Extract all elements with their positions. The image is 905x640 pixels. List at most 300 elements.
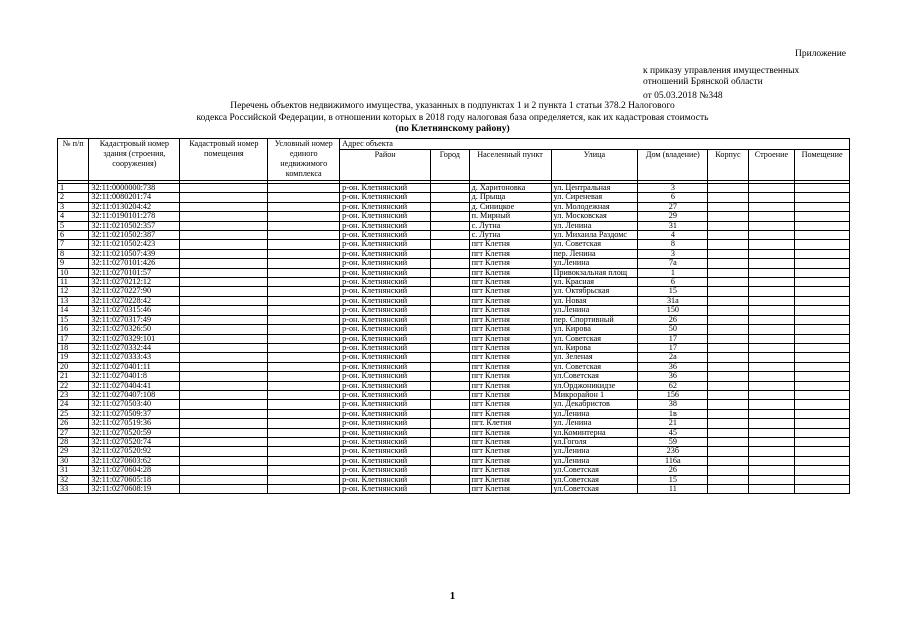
cell-room-cadastral	[180, 268, 268, 277]
cell-house: 6	[638, 193, 708, 202]
cell-street: ул. Сиреневая	[551, 193, 638, 202]
cell-conditional-number	[268, 381, 340, 390]
cell-city	[431, 362, 469, 371]
cell-premises	[795, 278, 850, 287]
table-row	[58, 419, 850, 428]
table-row	[58, 249, 850, 258]
cell-house: 15	[638, 475, 708, 484]
cell-house: 38	[638, 400, 708, 409]
cell-building-part	[748, 419, 795, 428]
cell-settlement: пгт Клетня	[469, 287, 551, 296]
cell-korpus	[708, 212, 748, 221]
cell-room-cadastral	[180, 353, 268, 362]
cell-street: ул. Московская	[551, 212, 638, 221]
table-row	[58, 278, 850, 287]
cell-city	[431, 334, 469, 343]
cell-house: 17	[638, 334, 708, 343]
cell-house: 36	[638, 362, 708, 371]
cell-building-cadastral: 32:11:0130204:42	[89, 202, 180, 211]
property-register-table	[57, 138, 850, 494]
cell-conditional-number	[268, 428, 340, 437]
cell-district: р-он. Клетнянский	[340, 343, 431, 352]
cell-house: 3	[638, 249, 708, 258]
cell-settlement: пгт Клетня	[469, 362, 551, 371]
cell-conditional-number	[268, 485, 340, 494]
cell-room-cadastral	[180, 221, 268, 230]
table-row	[58, 362, 850, 371]
cell-room-cadastral	[180, 184, 268, 193]
cell-city	[431, 437, 469, 446]
cell-premises	[795, 325, 850, 334]
cell-house: 150	[638, 306, 708, 315]
cell-city	[431, 409, 469, 418]
cell-premises	[795, 475, 850, 484]
col-header-street: Улица	[551, 150, 638, 181]
cell-house: 11	[638, 485, 708, 494]
cell-settlement: пгт Клетня	[469, 268, 551, 277]
cell-city	[431, 475, 469, 484]
cell-num: 26	[58, 419, 89, 428]
cell-district: р-он. Клетнянский	[340, 221, 431, 230]
cell-conditional-number	[268, 400, 340, 409]
cell-building-cadastral: 32:11:0270503:40	[89, 400, 180, 409]
cell-room-cadastral	[180, 193, 268, 202]
cell-num: 16	[58, 325, 89, 334]
order-date-number: от 05.03.2018 №348	[643, 91, 723, 101]
cell-building-cadastral: 32:11:0270401:11	[89, 362, 180, 371]
cell-korpus	[708, 296, 748, 305]
cell-room-cadastral	[180, 202, 268, 211]
cell-settlement: пгт Клетня	[469, 343, 551, 352]
table-row	[58, 428, 850, 437]
cell-building-part	[748, 249, 795, 258]
cell-house: 2а	[638, 353, 708, 362]
cell-korpus	[708, 259, 748, 268]
table-row	[58, 325, 850, 334]
cell-korpus	[708, 456, 748, 465]
cell-settlement: пгт Клетня	[469, 315, 551, 324]
col-header-district: Район	[340, 150, 431, 181]
cell-city	[431, 400, 469, 409]
table-row	[58, 485, 850, 494]
cell-korpus	[708, 353, 748, 362]
cell-premises	[795, 390, 850, 399]
cell-premises	[795, 184, 850, 193]
cell-house: 36	[638, 372, 708, 381]
cell-district: р-он. Клетнянский	[340, 315, 431, 324]
cell-building-cadastral: 32:11:0210502:387	[89, 231, 180, 240]
cell-street: пер. Спортивный	[551, 315, 638, 324]
cell-district: р-он. Клетнянский	[340, 419, 431, 428]
cell-conditional-number	[268, 372, 340, 381]
cell-room-cadastral	[180, 362, 268, 371]
cell-room-cadastral	[180, 287, 268, 296]
cell-korpus	[708, 447, 748, 456]
cell-premises	[795, 249, 850, 258]
cell-building-part	[748, 325, 795, 334]
cell-street: ул. Октябрьская	[551, 287, 638, 296]
cell-korpus	[708, 343, 748, 352]
cell-building-cadastral: 32:11:0080201:74	[89, 193, 180, 202]
cell-korpus	[708, 268, 748, 277]
cell-korpus	[708, 334, 748, 343]
cell-district: р-он. Клетнянский	[340, 306, 431, 315]
cell-room-cadastral	[180, 456, 268, 465]
cell-settlement: п. Мирный	[469, 212, 551, 221]
cell-district: р-он. Клетнянский	[340, 372, 431, 381]
cell-premises	[795, 485, 850, 494]
cell-num: 12	[58, 287, 89, 296]
cell-building-cadastral: 32:11:0270228:42	[89, 296, 180, 305]
cell-room-cadastral	[180, 278, 268, 287]
cell-premises	[795, 409, 850, 418]
cell-city	[431, 428, 469, 437]
cell-street: ул.Ленина	[551, 456, 638, 465]
cell-building-part	[748, 278, 795, 287]
cell-street: Привокзальная площ	[551, 268, 638, 277]
cell-building-cadastral: 32:11:0270227:90	[89, 287, 180, 296]
cell-house: 3	[638, 184, 708, 193]
cell-settlement: пгт Клетня	[469, 381, 551, 390]
cell-house: 27	[638, 202, 708, 211]
cell-korpus	[708, 409, 748, 418]
cell-city	[431, 221, 469, 230]
cell-house: 116а	[638, 456, 708, 465]
cell-room-cadastral	[180, 409, 268, 418]
cell-district: р-он. Клетнянский	[340, 325, 431, 334]
cell-street: ул. Советская	[551, 334, 638, 343]
cell-korpus	[708, 466, 748, 475]
cell-settlement: д. Харитоновка	[469, 184, 551, 193]
cell-building-cadastral: 32:11:0270519:36	[89, 419, 180, 428]
document-title	[0, 101, 905, 136]
cell-building-cadastral: 32:11:0270509:37	[89, 409, 180, 418]
cell-building-cadastral: 32:11:0270315:46	[89, 306, 180, 315]
cell-premises	[795, 428, 850, 437]
cell-city	[431, 268, 469, 277]
cell-conditional-number	[268, 287, 340, 296]
cell-premises	[795, 268, 850, 277]
cell-room-cadastral	[180, 343, 268, 352]
cell-room-cadastral	[180, 400, 268, 409]
cell-settlement: пгт Клетня	[469, 372, 551, 381]
cell-settlement: с. Лутна	[469, 221, 551, 230]
table-row	[58, 221, 850, 230]
cell-building-part	[748, 400, 795, 409]
cell-building-cadastral: 32:11:0000000:738	[89, 184, 180, 193]
cell-building-cadastral: 32:11:0190101:278	[89, 212, 180, 221]
appendix-line-1: Приложение	[795, 49, 846, 59]
cell-district: р-он. Клетнянский	[340, 240, 431, 249]
table-row	[58, 287, 850, 296]
cell-room-cadastral	[180, 334, 268, 343]
cell-building-cadastral: 32:11:0270520:59	[89, 428, 180, 437]
cell-street: ул. Молодежная	[551, 202, 638, 211]
cell-city	[431, 466, 469, 475]
cell-building-part	[748, 221, 795, 230]
cell-settlement: пгт Клетня	[469, 325, 551, 334]
cell-city	[431, 456, 469, 465]
cell-room-cadastral	[180, 231, 268, 240]
col-header-house: Дом (владение)	[638, 150, 708, 181]
cell-district: р-он. Клетнянский	[340, 296, 431, 305]
cell-num: 33	[58, 485, 89, 494]
table-row	[58, 447, 850, 456]
cell-district: р-он. Клетнянский	[340, 231, 431, 240]
table-row	[58, 372, 850, 381]
cell-premises	[795, 362, 850, 371]
cell-settlement: пгт Клетня	[469, 485, 551, 494]
cell-num: 17	[58, 334, 89, 343]
table-row	[58, 259, 850, 268]
cell-conditional-number	[268, 325, 340, 334]
cell-korpus	[708, 372, 748, 381]
cell-building-part	[748, 456, 795, 465]
cell-settlement: пгт Клетня	[469, 466, 551, 475]
cell-street: ул.Советская	[551, 485, 638, 494]
cell-city	[431, 212, 469, 221]
cell-building-part	[748, 240, 795, 249]
cell-conditional-number	[268, 184, 340, 193]
cell-premises	[795, 353, 850, 362]
cell-house: 21	[638, 419, 708, 428]
cell-korpus	[708, 437, 748, 446]
cell-conditional-number	[268, 202, 340, 211]
col-header-korpus: Корпус	[708, 150, 748, 181]
cell-street: ул. Советская	[551, 362, 638, 371]
cell-conditional-number	[268, 259, 340, 268]
cell-room-cadastral	[180, 390, 268, 399]
cell-korpus	[708, 315, 748, 324]
cell-korpus	[708, 400, 748, 409]
cell-premises	[795, 466, 850, 475]
cell-num: 28	[58, 437, 89, 446]
cell-premises	[795, 456, 850, 465]
cell-street: ул.Ленина	[551, 259, 638, 268]
cell-building-part	[748, 268, 795, 277]
cell-num: 25	[58, 409, 89, 418]
table-row	[58, 240, 850, 249]
cell-korpus	[708, 419, 748, 428]
cell-city	[431, 315, 469, 324]
cell-street: пер. Ленина	[551, 249, 638, 258]
cell-city	[431, 287, 469, 296]
cell-premises	[795, 419, 850, 428]
cell-house: 156	[638, 390, 708, 399]
cell-street: ул. Кирова	[551, 343, 638, 352]
cell-korpus	[708, 249, 748, 258]
cell-building-part	[748, 212, 795, 221]
cell-house: 23б	[638, 447, 708, 456]
table-row	[58, 456, 850, 465]
cell-conditional-number	[268, 353, 340, 362]
cell-house: 1	[638, 268, 708, 277]
cell-district: р-он. Клетнянский	[340, 362, 431, 371]
cell-building-cadastral: 32:11:0210507:439	[89, 249, 180, 258]
cell-settlement: пгт Клетня	[469, 249, 551, 258]
cell-num: 7	[58, 240, 89, 249]
col-header-num: № п/п	[58, 139, 89, 181]
cell-settlement: пгт Клетня	[469, 475, 551, 484]
cell-house: 26	[638, 315, 708, 324]
cell-house: 17	[638, 343, 708, 352]
cell-premises	[795, 437, 850, 446]
cell-city	[431, 381, 469, 390]
table-row	[58, 381, 850, 390]
cell-settlement: пгт Клетня	[469, 409, 551, 418]
cell-conditional-number	[268, 362, 340, 371]
cell-house: 31	[638, 221, 708, 230]
cell-premises	[795, 400, 850, 409]
cell-house: 8	[638, 240, 708, 249]
cell-settlement: пгт Клетня	[469, 306, 551, 315]
cell-settlement: пгт Клетня	[469, 278, 551, 287]
cell-district: р-он. Клетнянский	[340, 428, 431, 437]
cell-conditional-number	[268, 466, 340, 475]
cell-street: ул. Центральная	[551, 184, 638, 193]
cell-korpus	[708, 193, 748, 202]
cell-city	[431, 372, 469, 381]
cell-building-cadastral: 32:11:0270101:57	[89, 268, 180, 277]
cell-conditional-number	[268, 221, 340, 230]
col-header-conditional-number: Условный номер единого недвижимого комплекса	[268, 139, 340, 181]
col-header-city: Город	[431, 150, 469, 181]
cell-num: 22	[58, 381, 89, 390]
cell-num: 13	[58, 296, 89, 305]
cell-city	[431, 278, 469, 287]
cell-num: 20	[58, 362, 89, 371]
table-row	[58, 437, 850, 446]
cell-korpus	[708, 428, 748, 437]
cell-korpus	[708, 221, 748, 230]
appendix-line-3: отношений Брянской области	[643, 77, 763, 87]
table-row	[58, 466, 850, 475]
cell-room-cadastral	[180, 419, 268, 428]
cell-building-part	[748, 231, 795, 240]
cell-conditional-number	[268, 390, 340, 399]
cell-premises	[795, 372, 850, 381]
cell-street: ул. Ленина	[551, 419, 638, 428]
cell-building-part	[748, 362, 795, 371]
cell-street: Микрорайон 1	[551, 390, 638, 399]
cell-district: р-он. Клетнянский	[340, 202, 431, 211]
cell-conditional-number	[268, 419, 340, 428]
cell-premises	[795, 193, 850, 202]
cell-premises	[795, 343, 850, 352]
cell-num: 30	[58, 456, 89, 465]
cell-street: ул. Новая	[551, 296, 638, 305]
cell-settlement: пгт Клетня	[469, 447, 551, 456]
cell-city	[431, 306, 469, 315]
cell-conditional-number	[268, 268, 340, 277]
cell-house: 50	[638, 325, 708, 334]
cell-city	[431, 193, 469, 202]
cell-room-cadastral	[180, 325, 268, 334]
cell-building-cadastral: 32:11:0270608:19	[89, 485, 180, 494]
cell-premises	[795, 447, 850, 456]
cell-city	[431, 296, 469, 305]
cell-building-part	[748, 447, 795, 456]
cell-building-part	[748, 353, 795, 362]
cell-room-cadastral	[180, 485, 268, 494]
cell-building-cadastral: 32:11:0210502:423	[89, 240, 180, 249]
cell-num: 21	[58, 372, 89, 381]
cell-district: р-он. Клетнянский	[340, 334, 431, 343]
cell-room-cadastral	[180, 466, 268, 475]
cell-room-cadastral	[180, 475, 268, 484]
cell-num: 3	[58, 202, 89, 211]
cell-korpus	[708, 287, 748, 296]
cell-korpus	[708, 184, 748, 193]
cell-district: р-он. Клетнянский	[340, 212, 431, 221]
cell-building-cadastral: 32:11:0270333:43	[89, 353, 180, 362]
cell-settlement: пгт Клетня	[469, 296, 551, 305]
cell-korpus	[708, 325, 748, 334]
cell-settlement: пгт. Клетня	[469, 419, 551, 428]
cell-street: ул.Ленина	[551, 409, 638, 418]
cell-building-part	[748, 409, 795, 418]
cell-num: 24	[58, 400, 89, 409]
cell-building-part	[748, 287, 795, 296]
cell-building-cadastral: 32:11:0270101:426	[89, 259, 180, 268]
cell-conditional-number	[268, 231, 340, 240]
cell-settlement: пгт Клетня	[469, 400, 551, 409]
cell-building-part	[748, 184, 795, 193]
cell-house: 29	[638, 212, 708, 221]
cell-settlement: пгт Клетня	[469, 334, 551, 343]
cell-house: 45	[638, 428, 708, 437]
cell-street: ул.Гоголя	[551, 437, 638, 446]
cell-conditional-number	[268, 278, 340, 287]
col-header-settlement: Населенный пункт	[469, 150, 551, 181]
appendix-line-2: к приказу управления имущественных	[643, 66, 800, 76]
cell-num: 31	[58, 466, 89, 475]
cell-settlement: с. Лутна	[469, 231, 551, 240]
cell-city	[431, 184, 469, 193]
cell-street: ул.Ленина	[551, 306, 638, 315]
table-row	[58, 475, 850, 484]
table-row	[58, 334, 850, 343]
cell-district: р-он. Клетнянский	[340, 184, 431, 193]
cell-district: р-он. Клетнянский	[340, 447, 431, 456]
cell-room-cadastral	[180, 315, 268, 324]
cell-building-part	[748, 466, 795, 475]
cell-house: 31а	[638, 296, 708, 305]
cell-premises	[795, 315, 850, 324]
cell-building-cadastral: 32:11:0270212:12	[89, 278, 180, 287]
cell-settlement: пгт Клетня	[469, 259, 551, 268]
table-row	[58, 315, 850, 324]
cell-premises	[795, 259, 850, 268]
cell-num: 4	[58, 212, 89, 221]
cell-city	[431, 240, 469, 249]
cell-settlement: пгт Клетня	[469, 240, 551, 249]
cell-district: р-он. Клетнянский	[340, 437, 431, 446]
page-number: 1	[449, 590, 456, 602]
cell-building-cadastral: 32:11:0270604:28	[89, 466, 180, 475]
cell-room-cadastral	[180, 437, 268, 446]
cell-street: ул. Декабристов	[551, 400, 638, 409]
cell-building-part	[748, 475, 795, 484]
cell-num: 29	[58, 447, 89, 456]
cell-street: ул. Кирова	[551, 325, 638, 334]
cell-korpus	[708, 485, 748, 494]
cell-korpus	[708, 231, 748, 240]
cell-num: 2	[58, 193, 89, 202]
cell-house: 26	[638, 466, 708, 475]
cell-premises	[795, 381, 850, 390]
table-row	[58, 343, 850, 352]
